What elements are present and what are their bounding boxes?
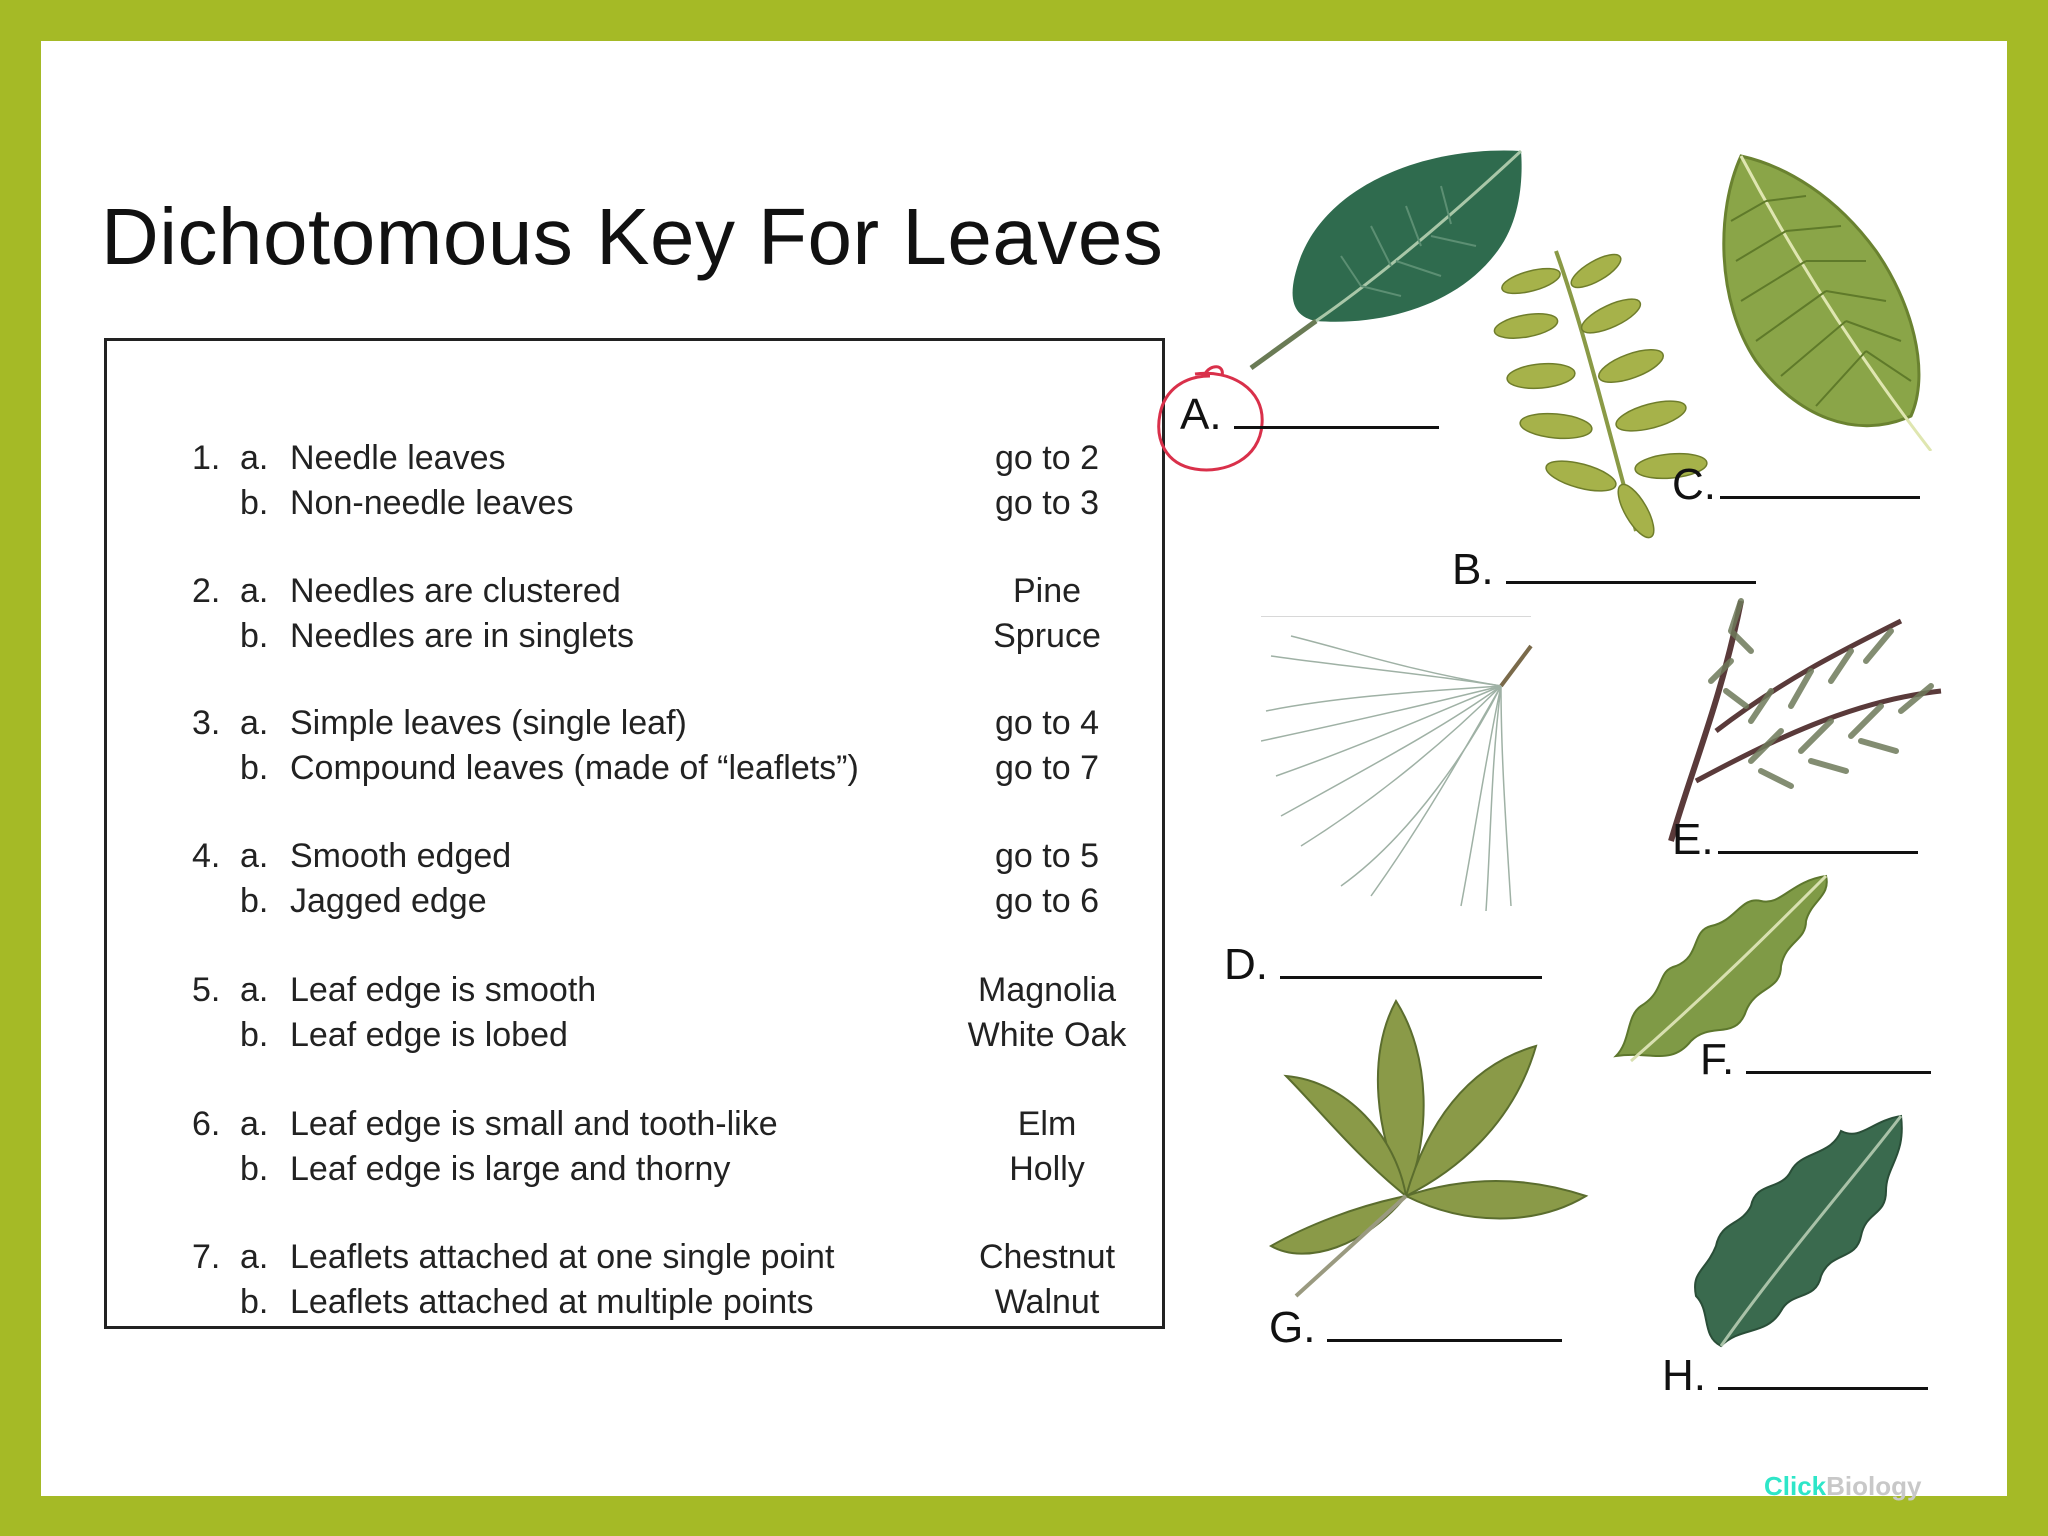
key-step-6 (107, 1105, 1162, 1200)
step-number: 5. (192, 971, 221, 1009)
answer-label: G. (1269, 1303, 1316, 1352)
key-line (107, 1105, 1162, 1150)
dichotomous-key-box (104, 338, 1165, 1329)
answer-blank[interactable] (1506, 541, 1756, 584)
option-description: Compound leaves (made of “leaflets”) (290, 749, 859, 787)
answer-c[interactable] (1672, 456, 1920, 510)
worksheet-slide (41, 41, 2007, 1496)
step-number: 3. (192, 704, 221, 742)
option-result: Elm (1017, 1105, 1077, 1143)
answer-a[interactable] (1180, 386, 1439, 440)
answer-label: A. (1180, 390, 1222, 439)
step-number: 2. (192, 572, 221, 610)
key-line (107, 971, 1162, 1016)
option-letter: a. (240, 1105, 269, 1143)
key-line (107, 1016, 1162, 1061)
option-letter: b. (240, 882, 269, 920)
key-line (107, 484, 1162, 529)
option-result: Spruce (993, 617, 1101, 655)
pine-leaf-image (1261, 616, 1591, 916)
key-line (107, 1238, 1162, 1283)
answer-label: F. (1700, 1035, 1735, 1084)
option-result: Chestnut (978, 1238, 1116, 1276)
answer-f[interactable] (1700, 1031, 1931, 1085)
answer-d[interactable] (1224, 936, 1542, 990)
option-result: go to 3 (995, 484, 1099, 522)
option-description: Leaf edge is large and thorny (290, 1150, 731, 1188)
option-result: go to 4 (995, 704, 1099, 742)
option-letter: a. (240, 971, 269, 1009)
option-description: Leaf edge is smooth (290, 971, 597, 1009)
answer-blank[interactable] (1280, 936, 1542, 979)
option-description: Leaf edge is small and tooth-like (290, 1105, 778, 1143)
key-line (107, 837, 1162, 882)
key-line (107, 617, 1162, 662)
answer-blank[interactable] (1746, 1031, 1931, 1074)
key-step-2 (107, 572, 1162, 667)
option-letter: a. (240, 837, 269, 875)
option-result: go to 6 (995, 882, 1099, 920)
chestnut-leaf-image (1266, 996, 1596, 1316)
elm-leaf-image (1696, 151, 1946, 451)
key-line (107, 1150, 1162, 1195)
option-result: White Oak (967, 1016, 1127, 1054)
option-description: Smooth edged (290, 837, 512, 875)
option-description: Needles are clustered (290, 572, 621, 610)
option-letter: b. (240, 1016, 269, 1054)
option-description: Leaflets attached at one single point (290, 1238, 835, 1276)
answer-label: H. (1662, 1351, 1706, 1400)
step-number: 1. (192, 439, 221, 477)
key-step-4 (107, 837, 1162, 932)
option-letter: a. (240, 1238, 269, 1276)
watermark-part: Biology (1826, 1471, 1922, 1501)
key-step-1 (107, 439, 1162, 534)
key-line (107, 572, 1162, 617)
option-description: Leaf edge is lobed (290, 1016, 568, 1054)
option-letter: b. (240, 484, 269, 522)
answer-blank[interactable] (1718, 1347, 1928, 1390)
option-result: Magnolia (978, 971, 1116, 1009)
step-number: 7. (192, 1238, 221, 1276)
option-result: go to 2 (995, 439, 1099, 477)
option-letter: b. (240, 1150, 269, 1188)
option-result: go to 5 (995, 837, 1099, 875)
option-description: Needles are in singlets (290, 617, 634, 655)
option-letter: b. (240, 617, 269, 655)
page-title: Dichotomous Key For Leaves (101, 192, 1164, 281)
key-line (107, 749, 1162, 794)
option-description: Needle leaves (290, 439, 506, 477)
key-step-7 (107, 1238, 1162, 1333)
step-number: 4. (192, 837, 221, 875)
key-line (107, 1283, 1162, 1328)
key-step-5 (107, 971, 1162, 1066)
option-result: go to 7 (995, 749, 1099, 787)
answer-b[interactable] (1452, 541, 1756, 595)
option-letter: a. (240, 704, 269, 742)
option-description: Leaflets attached at multiple points (290, 1283, 814, 1321)
option-description: Non-needle leaves (290, 484, 574, 522)
option-description: Simple leaves (single leaf) (290, 704, 687, 742)
key-line (107, 439, 1162, 484)
watermark-logo (1764, 1471, 1922, 1502)
option-result: Walnut (994, 1283, 1100, 1321)
step-number: 6. (192, 1105, 221, 1143)
answer-blank[interactable] (1234, 386, 1439, 429)
watermark-part: Click (1764, 1471, 1827, 1501)
key-line (107, 882, 1162, 927)
answer-blank[interactable] (1720, 456, 1920, 499)
answer-blank[interactable] (1327, 1299, 1562, 1342)
option-result: Holly (1009, 1150, 1085, 1188)
holly-leaf-image (1681, 1111, 1911, 1351)
answer-blank[interactable] (1718, 811, 1918, 854)
option-letter: a. (240, 572, 269, 610)
option-letter: b. (240, 1283, 269, 1321)
key-step-3 (107, 704, 1162, 799)
option-description: Jagged edge (290, 882, 487, 920)
answer-h[interactable] (1662, 1347, 1928, 1401)
option-result: Pine (1012, 572, 1082, 610)
answer-g[interactable] (1269, 1299, 1562, 1353)
answer-label: B. (1452, 545, 1494, 594)
answer-label: E. (1672, 815, 1714, 864)
option-letter: a. (240, 439, 269, 477)
answer-label: C. (1672, 460, 1716, 509)
option-letter: b. (240, 749, 269, 787)
answer-label: D. (1224, 940, 1268, 989)
answer-e[interactable] (1672, 811, 1918, 865)
key-line (107, 704, 1162, 749)
